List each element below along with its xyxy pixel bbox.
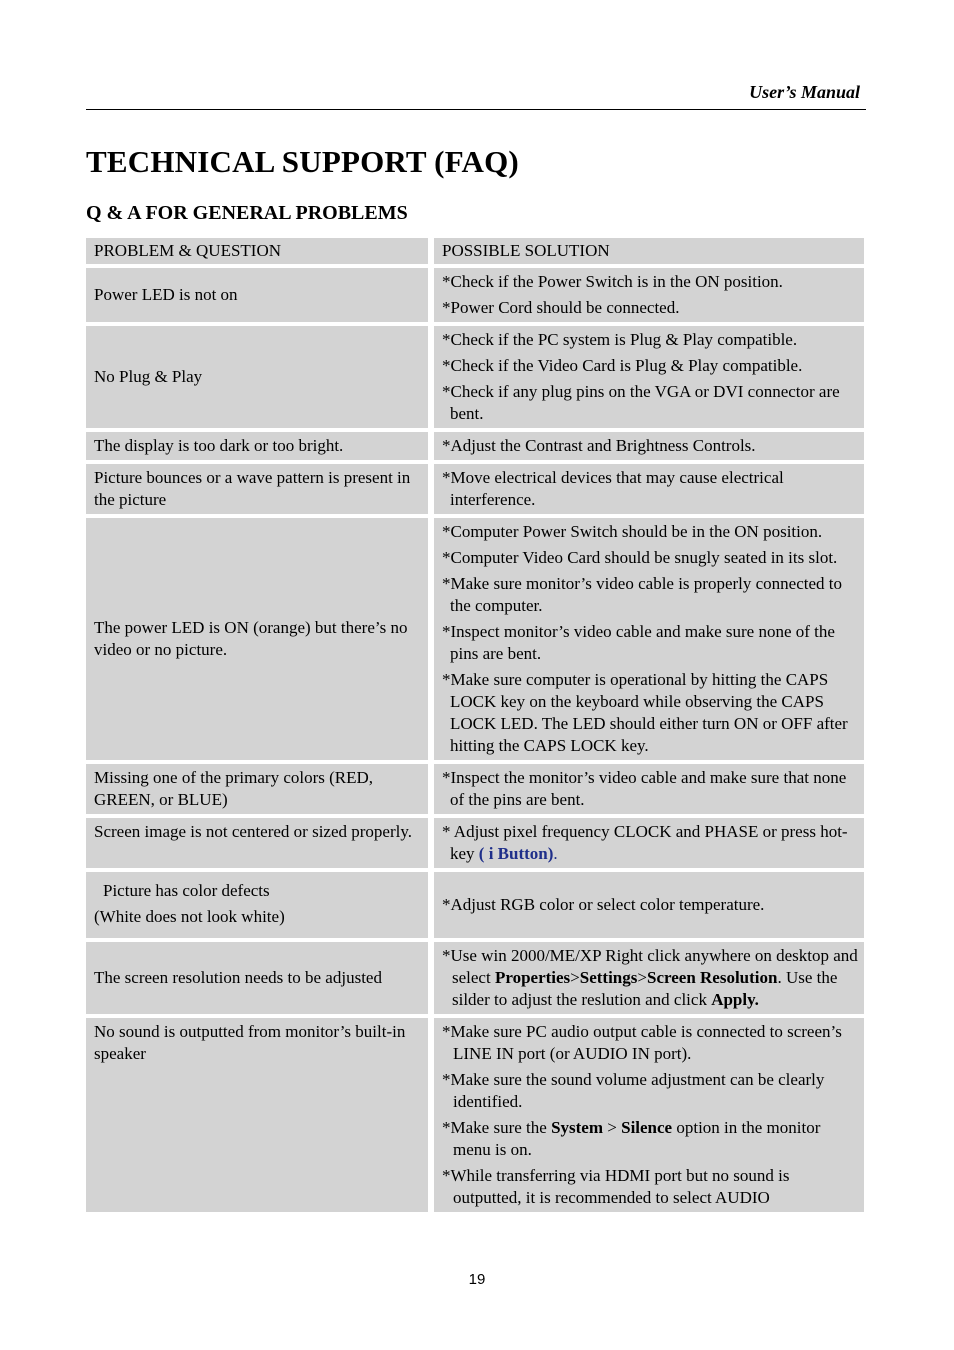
table-row [86,268,864,322]
solution-cell [434,326,864,428]
solution-item: *While transferring via HDMI port but no sound is outputted, it is recommended to select AUDIO [442,1166,790,1207]
solution-cell [434,518,864,760]
problem-cell: Screen image is not centered or sized properly. [86,818,428,868]
solution-item [442,945,858,1011]
solution-item: *Computer Video Card should be snugly seated in its slot. [442,548,838,567]
solution-item: *Check if the PC system is Plug & Play compatible. [442,330,798,349]
separator: > [570,968,580,987]
solution-text: * Adjust pixel frequency CLOCK and PHASE or press hot-key [442,822,848,863]
table-row [86,818,864,868]
page-number: 19 [468,1271,486,1288]
solution-item [442,821,858,865]
apply-label: Apply. [711,990,759,1009]
menu-path-system: System [551,1118,604,1137]
solution-item [442,1117,858,1161]
header-solution: POSSIBLE SOLUTION [434,238,864,264]
problem-cell: The display is too dark or too bright. [86,432,428,460]
solution-item: *Computer Power Switch should be in the ON position. [442,522,823,541]
problem-cell: No sound is outputted from monitor’s built-in speaker [86,1018,428,1212]
solution-item: *Inspect monitor’s video cable and make sure none of the pins are bent. [442,622,835,663]
solution-text: . [553,844,558,863]
problem-cell: Picture bounces or a wave pattern is present in the picture [86,464,428,514]
table-row [86,872,864,938]
solution-item: *Make sure monitor’s video cable is properly connected to the computer. [442,574,843,615]
solution-item: *Make sure PC audio output cable is connected to screen’s LINE IN port (or AUDIO IN port). [442,1022,842,1063]
solution-cell [434,268,864,322]
solution-item: *Power Cord should be connected. [442,298,680,317]
solution-cell [434,818,864,868]
solution-cell [434,432,864,460]
solution-item: *Check if any plug pins on the VGA or DVI connector are bent. [442,382,840,423]
problem-cell: No Plug & Play [86,326,428,428]
solution-item: *Adjust RGB color or select color temperature. [442,895,765,914]
problem-cell: Power LED is not on [86,268,428,322]
table-row [86,942,864,1014]
menu-path-properties: Properties [494,968,571,987]
menu-path-screen-resolution: Screen Resolution [646,968,778,987]
problem-cell [86,872,428,938]
page-clip [86,1255,866,1267]
table-row [86,764,864,814]
solution-cell [434,464,864,514]
solution-item: *Inspect the monitor’s video cable and make sure that none of the pins are bent. [442,768,847,809]
separator: > [637,968,647,987]
solution-item: *Make sure the sound volume adjustment can be clearly identified. [442,1070,825,1111]
solution-item: *Check if the Power Switch is in the ON position. [442,272,783,291]
table-row [86,518,864,760]
header-title: User’s Manual [749,82,860,102]
solution-cell [434,1018,864,1212]
solution-text: *Make sure the [442,1118,552,1137]
separator: > [603,1118,622,1137]
problem-line: (White does not look white) [94,907,285,926]
page-header [86,80,866,110]
section-title: Q & A FOR GENERAL PROBLEMS [86,202,408,224]
table-row [86,464,864,514]
problem-cell: The screen resolution needs to be adjusted [86,942,428,1014]
solution-text: *Use win 2000/ME/XP Right click anywhere on desktop and select [442,946,858,987]
table-row [86,1018,864,1212]
faq-table [86,238,864,1216]
solution-item: *Adjust the Contrast and Brightness Controls. [442,436,756,455]
menu-path-settings: Settings [579,968,638,987]
problem-cell: Missing one of the primary colors (RED, GREEN, or BLUE) [86,764,428,814]
problem-cell: The power LED is ON (orange) but there’s no video or no picture. [86,518,428,760]
solution-text: option in the monitor menu is on. [453,1118,821,1159]
problem-line: Picture has color defects [103,881,270,900]
table-row [86,432,864,460]
header-problem: PROBLEM & QUESTION [86,238,428,264]
menu-path-silence: Silence [621,1118,673,1137]
solution-item: *Make sure computer is operational by hitting the CAPS LOCK key on the keyboard while observing the CAPS LOCK LED. The LED should either turn ON or OFF after hitting the CAPS LOCK key. [442,670,848,755]
solution-item: *Check if the Video Card is Plug & Play compatible. [442,356,803,375]
table-header-row [86,238,864,264]
solution-text: . Use the silder to adjust the reslution and click [452,968,838,1009]
solution-cell [434,872,864,938]
solution-item: *Move electrical devices that may cause electrical interference. [442,468,784,509]
table-row [86,326,864,428]
i-button-label: ( i Button) [478,844,554,863]
solution-cell [434,942,864,1014]
solution-cell [434,764,864,814]
page-title: TECHNICAL SUPPORT (FAQ) [86,144,519,179]
